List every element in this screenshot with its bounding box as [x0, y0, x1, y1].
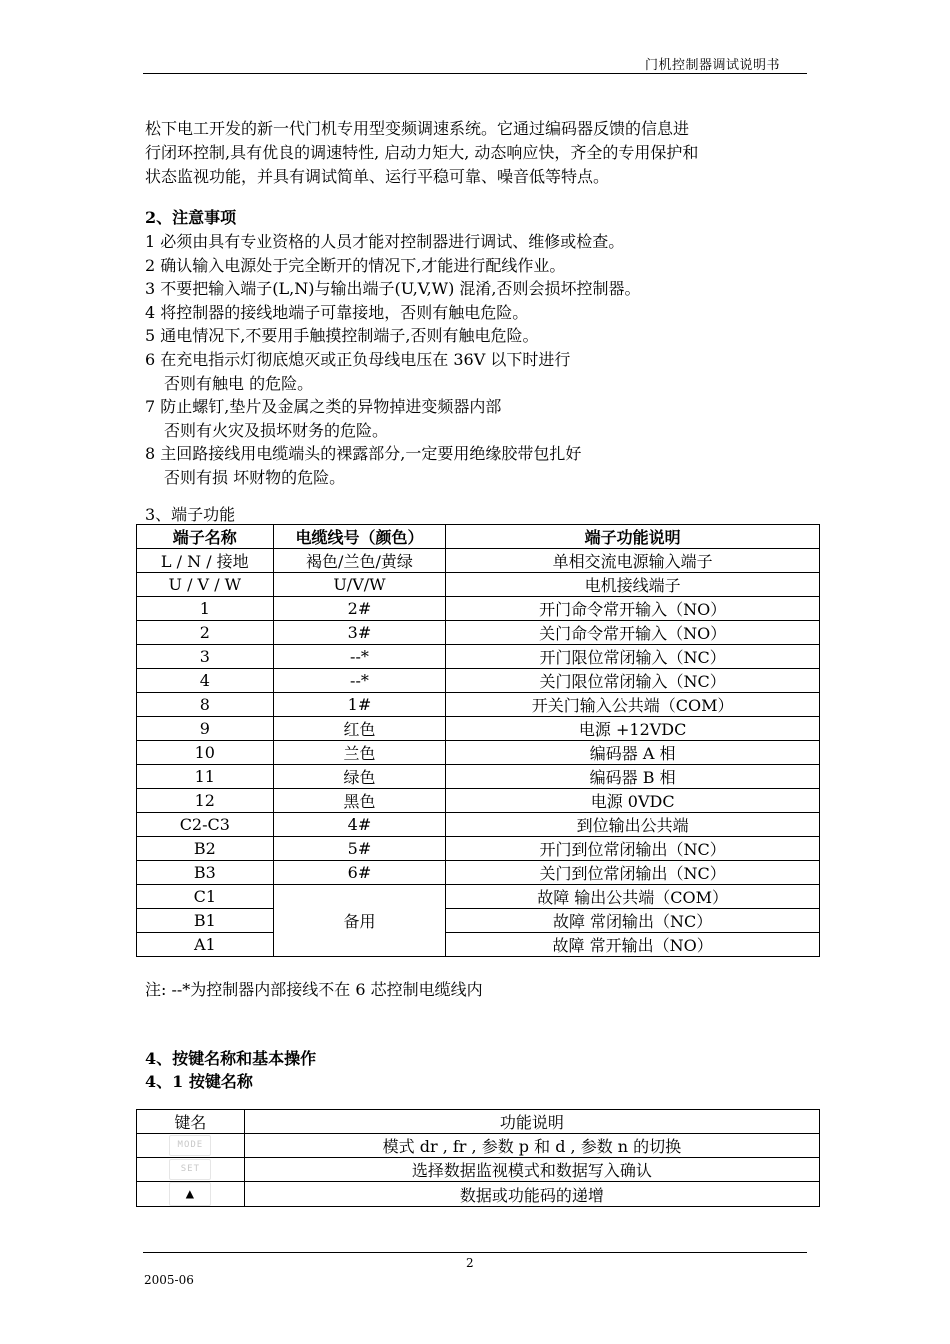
precaution-item: 6 在充电指示灯彻底熄灭或正负母线电压在 36V 以下时进行	[145, 349, 571, 369]
header-key-function: 功能说明	[244, 1110, 819, 1134]
footer-rule	[143, 1252, 807, 1253]
header-function: 端子功能说明	[446, 525, 820, 549]
precaution-item: 8 主回路接线用电缆端头的裸露部分,一定要用绝缘胶带包扎好	[145, 444, 582, 464]
table-row	[137, 669, 820, 693]
function-cell: 开关门输入公共端（COM）	[446, 693, 820, 717]
table-row	[137, 837, 820, 861]
table-header-row	[137, 1110, 820, 1134]
function-cell: 开门限位常闭输入（NC）	[446, 645, 820, 669]
terminal-function-table	[136, 524, 820, 957]
table-row	[137, 789, 820, 813]
key-name-table	[136, 1109, 820, 1207]
intro-line: 松下电工开发的新一代门机专用型变频调速系统。它通过编码器反馈的信息进	[145, 119, 690, 138]
table-row	[137, 1134, 820, 1158]
table-row	[137, 549, 820, 573]
key-desc-cell: 模式 dr , fr , 参数 p 和 d , 参数 n 的切换	[244, 1134, 819, 1158]
terminal-cell: B1	[137, 909, 274, 933]
header-key-name: 键名	[137, 1110, 245, 1134]
key-cell	[137, 1134, 245, 1158]
header-cable-number: 电缆线号（颜色）	[273, 525, 446, 549]
table-row	[137, 813, 820, 837]
up-arrow-key-icon: ▲	[169, 1182, 211, 1206]
table-row	[137, 741, 820, 765]
section3-title: 3、端子功能	[145, 505, 236, 524]
function-cell: 故障 常闭输出（NC）	[446, 909, 820, 933]
terminal-cell: A1	[137, 933, 274, 957]
intro-line: 状态监视功能，并具有调试简单、运行平稳可靠、噪音低等特点。	[145, 167, 610, 186]
section2-heading: 2、注意事项	[145, 208, 237, 227]
terminal-cell: C2-C3	[137, 813, 274, 837]
terminal-cell: L / N / 接地	[137, 549, 274, 573]
key-desc-cell: 选择数据监视模式和数据写入确认	[244, 1158, 819, 1182]
cable-cell: 2#	[273, 597, 446, 621]
function-cell: 关门命令常开输入（NO）	[446, 621, 820, 645]
precaution-item: 7 防止螺钉,垫片及金属之类的异物掉进变频器内部	[145, 397, 502, 417]
function-cell: 电源 +12VDC	[446, 717, 820, 741]
precaution-continuation: 否则有损 坏财物的危险。	[164, 467, 346, 487]
header-rule	[143, 73, 807, 74]
terminal-cell: 4	[137, 669, 274, 693]
cable-cell: 1#	[273, 693, 446, 717]
precautions-list	[145, 230, 815, 490]
precaution-continuation: 否则有火灾及损坏财务的危险。	[164, 420, 389, 440]
terminal-cell: 11	[137, 765, 274, 789]
terminal-cell: 12	[137, 789, 274, 813]
table-row	[137, 861, 820, 885]
table-row	[137, 597, 820, 621]
cable-cell: 黑色	[273, 789, 446, 813]
terminal-cell: 10	[137, 741, 274, 765]
terminal-cell: 8	[137, 693, 274, 717]
section4-1-heading: 4、1 按键名称	[145, 1072, 253, 1091]
table-row	[137, 933, 820, 957]
intro-line: 行闭环控制,具有优良的调速特性, 启动力矩大, 动态响应快，齐全的专用保护和	[145, 143, 699, 162]
precaution-item: 4 将控制器的接线地端子可靠接地，否则有触电危险。	[145, 302, 529, 322]
precaution-continuation: 否则有触电 的危险。	[164, 373, 314, 393]
function-cell: 到位输出公共端	[446, 813, 820, 837]
key-cell	[137, 1182, 245, 1207]
function-cell: 开门命令常开输入（NO）	[446, 597, 820, 621]
section4-heading: 4、按键名称和基本操作	[145, 1049, 317, 1068]
function-cell: 电机接线端子	[446, 573, 820, 597]
header-title: 门机控制器调试说明书	[644, 58, 780, 73]
precaution-item: 3 不要把输入端子(L,N)与输出端子(U,V,W) 混淆,否则会损坏控制器。	[145, 279, 641, 299]
table-row	[137, 621, 820, 645]
terminal-cell: B2	[137, 837, 274, 861]
terminal-cell: 1	[137, 597, 274, 621]
table-row	[137, 909, 820, 933]
terminal-cell: U / V / W	[137, 573, 274, 597]
function-cell: 单相交流电源输入端子	[446, 549, 820, 573]
terminal-cell: 9	[137, 717, 274, 741]
function-cell: 故障 常开输出（NO）	[446, 933, 820, 957]
cable-cell: 兰色	[273, 741, 446, 765]
cable-cell: --*	[273, 645, 446, 669]
table-row	[137, 645, 820, 669]
cable-cell: 褐色/兰色/黄绿	[273, 549, 446, 573]
set-key-icon: SET	[169, 1159, 211, 1180]
precaution-item: 2 确认输入电源处于完全断开的情况下,才能进行配线作业。	[145, 255, 566, 275]
table-row	[137, 1182, 820, 1207]
precaution-item: 5 通电情况下,不要用手触摸控制端子,否则有触电危险。	[145, 326, 539, 346]
function-cell: 编码器 A 相	[446, 741, 820, 765]
terminal-cell: 3	[137, 645, 274, 669]
terminal-cell: 2	[137, 621, 274, 645]
intro-paragraph	[145, 117, 815, 189]
mode-key-icon: MODE	[169, 1135, 211, 1156]
page-number: 2	[466, 1256, 474, 1270]
cable-cell: 5#	[273, 837, 446, 861]
function-cell: 电源 0VDC	[446, 789, 820, 813]
cable-cell: 红色	[273, 717, 446, 741]
header-terminal-name: 端子名称	[137, 525, 274, 549]
cable-cell: 3#	[273, 621, 446, 645]
function-cell: 关门限位常闭输入（NC）	[446, 669, 820, 693]
table-header-row	[137, 525, 820, 549]
cable-cell-reserved: 备用	[273, 885, 446, 957]
table-row	[137, 1158, 820, 1182]
function-cell: 故障 输出公共端（COM）	[446, 885, 820, 909]
function-cell: 编码器 B 相	[446, 765, 820, 789]
cable-cell: 4#	[273, 813, 446, 837]
function-cell: 开门到位常闭输出（NC）	[446, 837, 820, 861]
terminal-cell: C1	[137, 885, 274, 909]
table-row	[137, 693, 820, 717]
cable-cell: 6#	[273, 861, 446, 885]
precaution-item: 1 必须由具有专业资格的人员才能对控制器进行调试、维修或检查。	[145, 232, 625, 251]
terminal-cell: B3	[137, 861, 274, 885]
table-row	[137, 765, 820, 789]
function-cell: 关门到位常闭输出（NC）	[446, 861, 820, 885]
table-row	[137, 573, 820, 597]
cable-cell: --*	[273, 669, 446, 693]
table-note: 注: --*为控制器内部接线不在 6 芯控制电缆线内	[145, 980, 483, 999]
key-cell	[137, 1158, 245, 1182]
key-desc-cell: 数据或功能码的递增	[244, 1182, 819, 1207]
cable-cell: U/V/W	[273, 573, 446, 597]
cable-cell: 绿色	[273, 765, 446, 789]
footer-date: 2005-06	[144, 1273, 194, 1287]
table-row	[137, 885, 820, 909]
table-row	[137, 717, 820, 741]
